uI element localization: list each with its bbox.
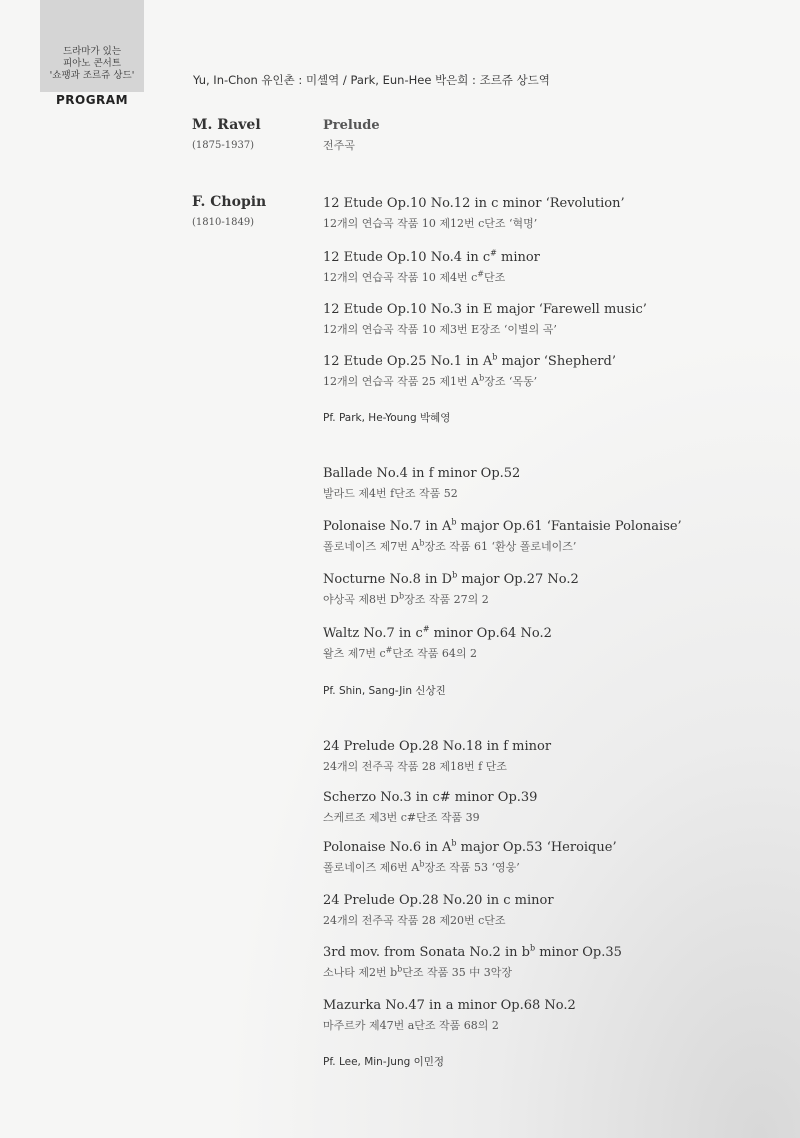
- piece-title: Scherzo No.3 in c# minor Op.39: [323, 790, 538, 805]
- piece-title: 12 Etude Op.10 No.12 in c minor ‘Revolution’: [323, 196, 625, 211]
- composer-years: (1875-1937): [192, 140, 255, 151]
- composer-ravel: [192, 117, 261, 151]
- composer-years: (1810-1849): [192, 217, 255, 228]
- piece-title: 12 Etude Op.10 No.3 in E major ‘Farewell music’: [323, 302, 647, 317]
- program-label: PROGRAM: [55, 93, 129, 107]
- piece-korean: 소나타 제2번 $b^b$단조 작품 35 中 3악장: [323, 964, 513, 979]
- tab-line: 피아노 콘서트: [62, 58, 122, 69]
- piece-title: Polonaise No.7 in $A^b$ major Op.61 ‘Fantaisie Polonaise’: [323, 517, 682, 534]
- piece-korean: 왈츠 제7번 c#단조 작품 64의 2: [323, 645, 477, 660]
- piece-title: 12 Etude Op.25 No.1 in $A^b$ major ‘Shepherd’: [323, 352, 616, 369]
- tab-line: '쇼팽과 조르쥬 상드': [49, 70, 135, 81]
- piece-korean: 마주르카 제47번 a단조 작품 68의 2: [323, 1019, 499, 1032]
- piece-korean: 폴로네이즈 제6번 $A^b$장조 작품 53 ‘영웅’: [323, 859, 520, 874]
- piece-ravel-prelude: [323, 118, 380, 153]
- piece-title: 3rd mov. from Sonata No.2 in $b^b$ minor Op.35: [323, 943, 622, 960]
- piece-korean: 폴로네이즈 제7번 $A^b$장조 작품 61 ‘환상 폴로네이즈’: [323, 538, 577, 553]
- piece-title: Ballade No.4 in f minor Op.52: [323, 466, 521, 481]
- piece-item: [323, 572, 579, 607]
- piece-korean: 24개의 전주곡 작품 28 제20번 c단조: [323, 914, 506, 927]
- piece-title: Nocturne No.8 in $D^b$ major Op.27 No.2: [323, 570, 579, 587]
- header-tab: [40, 0, 144, 92]
- piece-korean: 발라드 제4번 f단조 작품 52: [323, 487, 458, 500]
- piece-item: [323, 302, 647, 337]
- pianist-credit: Pf. Lee, Min-Jung 이민정: [323, 1056, 445, 1068]
- piece-korean: 야상곡 제8번 $D^b$장조 작품 27의 2: [323, 591, 489, 606]
- piece-korean: 12개의 연습곡 작품 10 제4번 c#단조: [323, 269, 506, 284]
- piece-item: [323, 893, 554, 928]
- piece-item: [323, 739, 551, 774]
- piece-title: 24 Prelude Op.28 No.18 in f minor: [323, 739, 552, 754]
- piece-item: [323, 790, 537, 825]
- piece-title: 24 Prelude Op.28 No.20 in c minor: [323, 893, 554, 908]
- piece-title: Waltz No.7 in c# minor Op.64 No.2: [323, 624, 552, 641]
- tab-line: 드라마가 있는: [62, 46, 122, 57]
- pianist-credit: Pf. Park, He-Young 박혜영: [323, 412, 451, 424]
- cast-line: Yu, In-Chon 유인촌 : 미셸역 / Park, Eun-Hee 박은희 : 조르쥬 상드역: [193, 73, 550, 87]
- piece-title: Mazurka No.47 in a minor Op.68 No.2: [323, 998, 576, 1013]
- piece-item: [323, 998, 576, 1033]
- pianist-credit: Pf. Shin, Sang-Jin 신상진: [323, 685, 446, 697]
- piece-item: [323, 196, 625, 231]
- piece-item: [323, 466, 520, 501]
- piece-korean: 24개의 전주곡 작품 28 제18번 f 단조: [323, 760, 507, 773]
- piece-korean: 스케르조 제3번 c#단조 작품 39: [323, 811, 480, 824]
- piece-title: Polonaise No.6 in $A^b$ major Op.53 ‘Heroique’: [323, 838, 617, 855]
- piece-korean: 12개의 연습곡 작품 10 제3번 E장조 ‘이별의 곡’: [323, 323, 557, 336]
- piece-title: Prelude: [323, 118, 380, 133]
- piece-item: [323, 945, 622, 980]
- composer-name: M. Ravel: [192, 117, 261, 133]
- piece-korean: 12개의 연습곡 작품 25 제1번 $A^b$장조 ‘목동’: [323, 373, 538, 388]
- piece-korean: 12개의 연습곡 작품 10 제12번 c단조 ‘혁명’: [323, 217, 538, 230]
- piece-title: 12 Etude Op.10 No.4 in c# minor: [323, 248, 540, 265]
- composer-chopin: [192, 194, 266, 228]
- piece-item: [323, 626, 552, 661]
- piece-item: [323, 519, 682, 554]
- piece-item: [323, 354, 616, 389]
- piece-korean: 전주곡: [323, 139, 355, 152]
- composer-name: F. Chopin: [192, 194, 267, 210]
- piece-item: [323, 250, 540, 285]
- piece-item: [323, 840, 617, 875]
